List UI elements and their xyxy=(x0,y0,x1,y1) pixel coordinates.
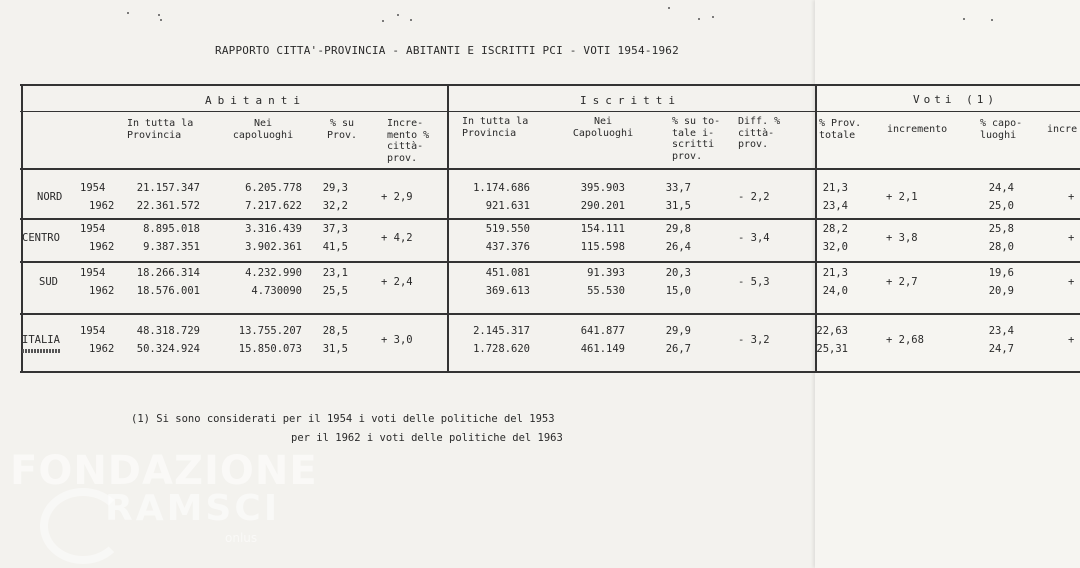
cell-ab-pct: 29,3 xyxy=(322,182,348,194)
footnote-line-2: per il 1962 i voti delle politiche del 1963 xyxy=(291,432,563,444)
cell-ab-pct: 25,5 xyxy=(322,285,348,297)
header-vo-provincia: % Prov. totale xyxy=(819,118,862,141)
cell-is-cap: 154.111 xyxy=(580,223,625,235)
cell-vo-incremento-2: + xyxy=(1068,191,1075,203)
year-1962: 1962 xyxy=(89,241,115,253)
cell-vo-prov: 25,31 xyxy=(816,343,848,355)
cell-ab-prov: 48.318.729 xyxy=(136,325,200,337)
cell-ab-prov: 9.387.351 xyxy=(143,241,200,253)
cell-is-diff: - 5,3 xyxy=(738,276,770,288)
cell-vo-cap: 23,4 xyxy=(988,325,1014,337)
cell-vo-incremento-2: + xyxy=(1068,232,1075,244)
cell-ab-prov: 22.361.572 xyxy=(136,200,200,212)
cell-is-pct: 33,7 xyxy=(665,182,691,194)
watermark-fondazione: FONDAZIONE xyxy=(10,448,318,494)
watermark-gramsci: RAMSCI xyxy=(105,488,281,529)
cell-ab-cap: 4.232.990 xyxy=(245,267,302,279)
cell-is-prov: 451.081 xyxy=(485,267,530,279)
cell-ab-incremento: + 3,0 xyxy=(381,334,413,346)
watermark-onlus: onlus xyxy=(225,531,258,545)
cell-ab-prov: 18.576.001 xyxy=(136,285,200,297)
section-abitanti: Abitanti xyxy=(205,94,306,107)
cell-ab-cap: 7.217.622 xyxy=(245,200,302,212)
cell-vo-incremento: + 2,1 xyxy=(886,191,918,203)
cell-is-cap: 290.201 xyxy=(580,200,625,212)
cell-ab-pct: 23,1 xyxy=(322,267,348,279)
cell-ab-pct: 31,5 xyxy=(322,343,348,355)
header-vo-capoluoghi: % capo- luoghi xyxy=(980,118,1023,141)
year-1962: 1962 xyxy=(89,285,115,297)
cell-vo-cap: 25,0 xyxy=(988,200,1014,212)
cell-is-pct: 29,9 xyxy=(665,325,691,337)
region-label: SUD xyxy=(39,276,58,288)
cell-ab-pct: 41,5 xyxy=(322,241,348,253)
header-is-capoluoghi: Nei Capoluoghi xyxy=(572,116,634,139)
cell-is-cap: 641.877 xyxy=(580,325,625,337)
cell-vo-incremento: + 3,8 xyxy=(886,232,918,244)
cell-is-prov: 519.550 xyxy=(485,223,530,235)
cell-is-pct: 26,4 xyxy=(665,241,691,253)
footnote-line-1: (1) Si sono considerati per il 1954 i voti delle politiche del 1953 xyxy=(131,413,555,425)
cell-vo-prov: 23,4 xyxy=(822,200,848,212)
cell-ab-prov: 8.895.018 xyxy=(143,223,200,235)
cell-vo-incremento: + 2,7 xyxy=(886,276,918,288)
cell-is-cap: 91.393 xyxy=(587,267,625,279)
cell-vo-prov: 21,3 xyxy=(822,267,848,279)
header-ab-incremento: Incre- mento % città- prov. xyxy=(387,118,430,164)
cell-is-pct: 26,7 xyxy=(665,343,691,355)
cell-vo-incremento-2: + xyxy=(1068,334,1075,346)
cell-vo-cap: 25,8 xyxy=(988,223,1014,235)
cell-vo-prov: 24,0 xyxy=(822,285,848,297)
cell-ab-incremento: + 4,2 xyxy=(381,232,413,244)
header-is-pct: % su to- tale i- scritti prov. xyxy=(672,116,721,162)
cell-vo-incremento-2: + xyxy=(1068,276,1075,288)
cell-is-diff: - 3,2 xyxy=(738,334,770,346)
cell-is-pct: 29,8 xyxy=(665,223,691,235)
cell-ab-prov: 18.266.314 xyxy=(136,267,200,279)
cell-is-diff: - 2,2 xyxy=(738,191,770,203)
header-ab-pct: % su Prov. xyxy=(326,118,358,141)
cell-is-cap: 395.903 xyxy=(580,182,625,194)
cell-vo-prov: 28,2 xyxy=(822,223,848,235)
cell-is-diff: - 3,4 xyxy=(738,232,770,244)
cell-vo-prov: 32,0 xyxy=(822,241,848,253)
cell-is-prov: 369.613 xyxy=(485,285,530,297)
cell-is-prov: 2.145.317 xyxy=(473,325,530,337)
cell-is-prov: 437.376 xyxy=(485,241,530,253)
cell-vo-cap: 19,6 xyxy=(988,267,1014,279)
document-title: RAPPORTO CITTA'-PROVINCIA - ABITANTI E ISCRITTI PCI - VOTI 1954-1962 xyxy=(215,44,679,57)
cell-vo-cap: 28,0 xyxy=(988,241,1014,253)
cell-vo-cap: 20,9 xyxy=(988,285,1014,297)
cell-ab-cap: 15.850.073 xyxy=(238,343,302,355)
header-vo-incremento: incremento xyxy=(887,124,948,135)
year-1954: 1954 xyxy=(80,182,106,194)
section-iscritti: Iscritti xyxy=(580,94,681,107)
year-1954: 1954 xyxy=(80,223,106,235)
year-1962: 1962 xyxy=(89,200,115,212)
cell-ab-cap: 4.730090 xyxy=(251,285,302,297)
year-1954: 1954 xyxy=(80,325,106,337)
header-is-provincia: In tutta la Provincia xyxy=(462,116,529,139)
region-label: CENTRO xyxy=(22,232,60,244)
region-label: NORD xyxy=(37,191,63,203)
cell-is-cap: 55.530 xyxy=(587,285,625,297)
cell-vo-incremento: + 2,68 xyxy=(886,334,924,346)
cell-is-cap: 115.598 xyxy=(580,241,625,253)
cell-ab-pct: 32,2 xyxy=(322,200,348,212)
italia-underline xyxy=(22,349,60,353)
cell-is-cap: 461.149 xyxy=(580,343,625,355)
cell-is-prov: 921.631 xyxy=(485,200,530,212)
cell-ab-cap: 3.902.361 xyxy=(245,241,302,253)
cell-ab-incremento: + 2,4 xyxy=(381,276,413,288)
cell-ab-prov: 50.324.924 xyxy=(136,343,200,355)
cell-ab-incremento: + 2,9 xyxy=(381,191,413,203)
cell-is-prov: 1.174.686 xyxy=(473,182,530,194)
cell-ab-prov: 21.157.347 xyxy=(136,182,200,194)
cell-is-pct: 20,3 xyxy=(665,267,691,279)
cell-ab-cap: 13.755.207 xyxy=(238,325,302,337)
cell-is-prov: 1.728.620 xyxy=(473,343,530,355)
section-voti: Voti (1) xyxy=(913,93,998,106)
cell-ab-cap: 3.316.439 xyxy=(245,223,302,235)
cell-ab-cap: 6.205.778 xyxy=(245,182,302,194)
cell-ab-pct: 28,5 xyxy=(322,325,348,337)
year-1954: 1954 xyxy=(80,267,106,279)
cell-vo-prov: 22,63 xyxy=(816,325,848,337)
header-ab-capoluoghi: Nei capoluoghi xyxy=(232,118,294,141)
cell-vo-cap: 24,7 xyxy=(988,343,1014,355)
cell-ab-pct: 37,3 xyxy=(322,223,348,235)
cell-vo-prov: 21,3 xyxy=(822,182,848,194)
cell-is-pct: 15,0 xyxy=(665,285,691,297)
header-ab-provincia: In tutta la Provincia xyxy=(127,118,194,141)
header-is-diff: Diff. % città- prov. xyxy=(738,116,781,150)
header-vo-incremento-2: incre xyxy=(1047,124,1078,135)
region-label: ITALIA xyxy=(22,334,60,346)
year-1962: 1962 xyxy=(89,343,115,355)
cell-is-pct: 31,5 xyxy=(665,200,691,212)
cell-vo-cap: 24,4 xyxy=(988,182,1014,194)
